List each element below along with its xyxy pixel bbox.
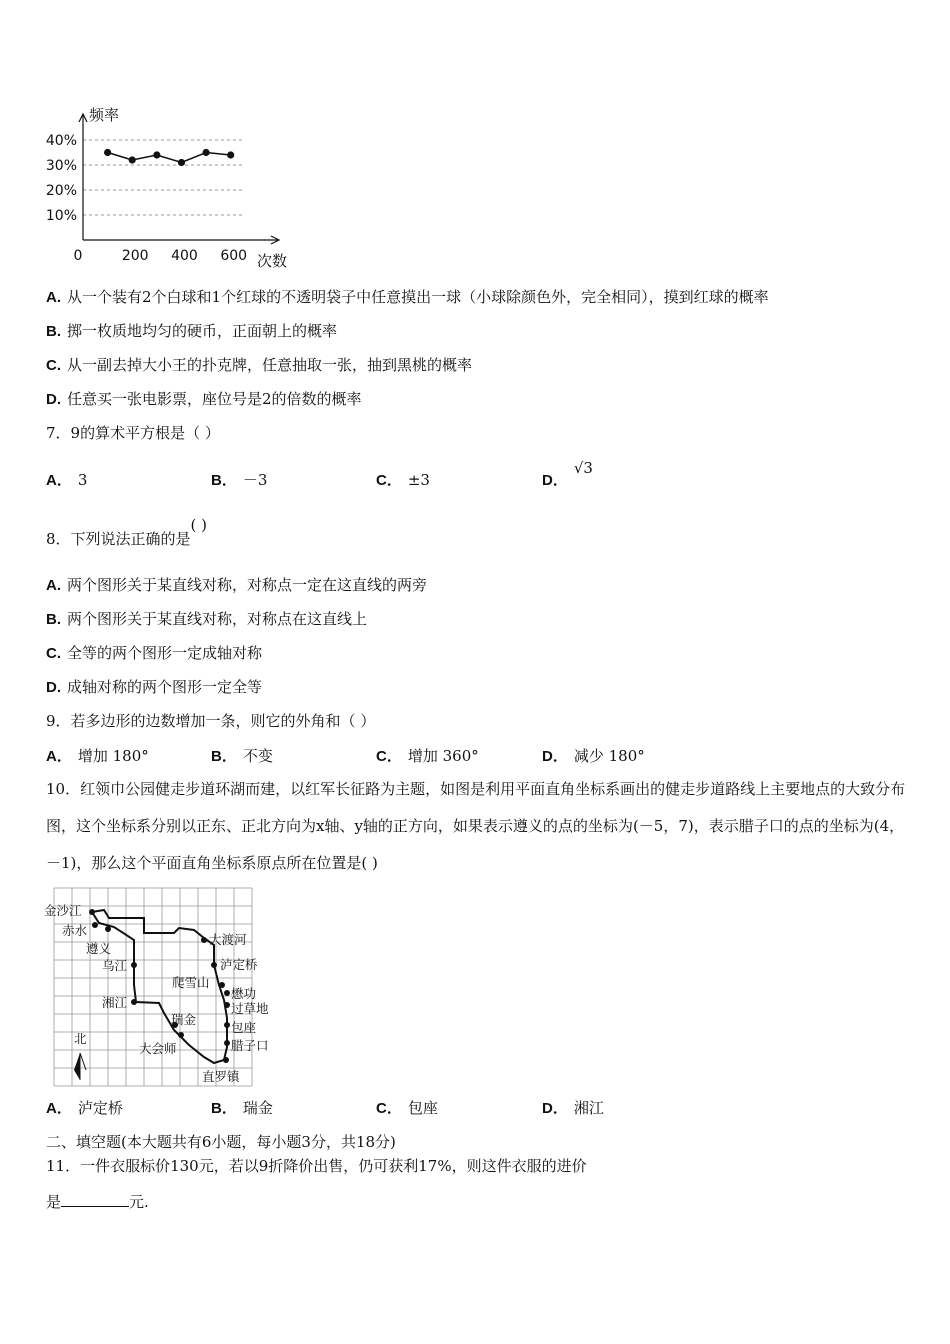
option-text: 不变 bbox=[242, 747, 273, 765]
q10-option-d[interactable] bbox=[542, 1098, 604, 1119]
option-text: 两个图形关于某直线对称，对称点在这直线上 bbox=[67, 610, 368, 628]
option-label: A． bbox=[46, 748, 72, 765]
x-axis-label: 次数 bbox=[257, 252, 288, 270]
map-label-xiangjiang: 湘江 bbox=[102, 995, 128, 1010]
data-point bbox=[153, 151, 160, 158]
map-point-dahuishi bbox=[178, 1032, 184, 1038]
map-label-dahuishi: 大会师 bbox=[139, 1041, 177, 1056]
y-tick-label: 30% bbox=[45, 158, 77, 174]
q9-stem: 9．若多边形的边数增加一条，则它的外角和（ ） bbox=[46, 712, 376, 730]
map-label-guocaodi: 过草地 bbox=[231, 1001, 269, 1016]
option-text: 减少 180° bbox=[573, 747, 645, 765]
data-point bbox=[202, 149, 209, 156]
option-label: B. bbox=[46, 611, 61, 628]
q7-option-b[interactable] bbox=[211, 470, 267, 491]
map-point-zunyi bbox=[105, 926, 111, 932]
q10-option-b[interactable] bbox=[211, 1098, 273, 1119]
y-tick-label: 20% bbox=[45, 183, 77, 199]
data-point bbox=[129, 156, 136, 163]
map-point-dadu bbox=[201, 937, 207, 943]
q8-option-b[interactable] bbox=[46, 609, 367, 630]
map-label-baozuo: 包座 bbox=[231, 1020, 257, 1035]
map-point-wujiang bbox=[131, 962, 137, 968]
option-label: C. bbox=[46, 645, 61, 662]
y-tick-label: 10% bbox=[45, 208, 77, 224]
option-text: 湘江 bbox=[573, 1099, 604, 1117]
map-label-ruijin: 瑞金 bbox=[171, 1012, 197, 1027]
map-label-luding: 泸定桥 bbox=[220, 957, 258, 972]
option-label: A. bbox=[46, 289, 61, 306]
option-text: 泸定桥 bbox=[77, 1099, 123, 1117]
q10-option-a[interactable] bbox=[46, 1098, 123, 1119]
option-text: 全等的两个图形一定成轴对称 bbox=[67, 644, 263, 662]
map-point-luding bbox=[211, 962, 217, 968]
option-label: D. bbox=[46, 679, 61, 696]
q11-prefix: 是 bbox=[46, 1193, 62, 1211]
x-tick-label: 400 bbox=[171, 248, 198, 264]
option-label: C． bbox=[376, 472, 402, 489]
y-tick-label: 40% bbox=[45, 133, 77, 149]
q9-option-c[interactable] bbox=[376, 746, 479, 767]
q7-stem: 7．9的算术平方根是（ ） bbox=[46, 424, 220, 442]
q7-option-a[interactable] bbox=[46, 470, 87, 491]
y-axis-label: 频率 bbox=[89, 106, 120, 124]
frequency-line-chart bbox=[40, 105, 288, 270]
q8-option-c[interactable] bbox=[46, 643, 262, 664]
option-label: B． bbox=[211, 748, 237, 765]
map-label-lazikou: 腊子口 bbox=[231, 1038, 269, 1053]
option-label: B． bbox=[211, 1100, 237, 1117]
north-arrow-icon bbox=[74, 1053, 86, 1080]
map-point-maogong bbox=[224, 990, 230, 996]
q8-answer-paren: ( ) bbox=[190, 516, 208, 534]
map-point-xiangjiang bbox=[131, 999, 137, 1005]
map-point-zhiluozhen bbox=[223, 1057, 229, 1063]
map-label-north: 北 bbox=[74, 1031, 87, 1046]
q10-text: 10．红领巾公园健走步道环湖而建，以红军长征路为主题，如图是利用平面直角坐标系画出的健走步道路线上主要地点的大致分布图，这个坐标系分别以正东、正北方向为x轴、y轴的正方向，如果表示遵义的点的坐标为(－5，7)，表示腊子口的点的坐标为(4，－1)，那么这个平面直角坐标系原点所在位置是( ) bbox=[46, 780, 906, 872]
map-point-lazikou bbox=[224, 1040, 230, 1046]
data-point bbox=[104, 149, 111, 156]
map-label-zhiluozhen: 直罗镇 bbox=[202, 1069, 240, 1084]
option-text: 成轴对称的两个图形一定全等 bbox=[67, 678, 263, 696]
q8-stem-text: 8．下列说法正确的是 bbox=[46, 530, 191, 548]
x-tick-label: 200 bbox=[121, 248, 149, 264]
map-point-paxueshan bbox=[219, 982, 225, 988]
option-label: B. bbox=[46, 323, 61, 340]
map-point-jinshajiang bbox=[89, 909, 95, 915]
option-text: 3 bbox=[77, 471, 88, 489]
data-point bbox=[178, 159, 185, 166]
option-label: A． bbox=[46, 472, 72, 489]
option-label: D． bbox=[542, 748, 568, 765]
map-point-guocaodi bbox=[224, 1002, 230, 1008]
q8-stem bbox=[46, 516, 208, 549]
q7-option-c[interactable] bbox=[376, 470, 430, 491]
long-march-route-map bbox=[44, 885, 279, 1085]
q7-option-d[interactable] bbox=[542, 459, 593, 491]
option-text: 包座 bbox=[407, 1099, 438, 1117]
q11-line2 bbox=[46, 1192, 149, 1212]
map-label-zunyi: 遵义 bbox=[86, 941, 112, 956]
map-label-chishui: 赤水 bbox=[62, 923, 88, 938]
option-label: C. bbox=[46, 357, 61, 374]
q9-option-a[interactable] bbox=[46, 746, 149, 767]
q11-answer-blank[interactable] bbox=[61, 1192, 129, 1207]
option-text: 两个图形关于某直线对称，对称点一定在这直线的两旁 bbox=[67, 576, 428, 594]
data-point bbox=[227, 151, 234, 158]
option-label: D. bbox=[46, 391, 61, 408]
map-label-jinshajiang: 金沙江 bbox=[44, 903, 82, 918]
option-label: B． bbox=[211, 472, 237, 489]
option-label: D． bbox=[542, 472, 568, 489]
series-line bbox=[108, 153, 231, 163]
option-text: √3 bbox=[573, 459, 593, 477]
map-label-paxueshan: 爬雪山 bbox=[172, 975, 210, 990]
option-text: 增加 180° bbox=[77, 747, 149, 765]
q6-option-c[interactable] bbox=[46, 355, 472, 376]
x-tick-label: 600 bbox=[220, 248, 248, 264]
map-label-maogong: 懋功 bbox=[231, 986, 257, 1001]
q9-option-d[interactable] bbox=[542, 746, 645, 767]
option-text: 瑞金 bbox=[242, 1099, 273, 1117]
q11-suffix: 元. bbox=[129, 1193, 149, 1211]
q9-option-b[interactable] bbox=[211, 746, 273, 767]
x-tick-label: 0 bbox=[73, 248, 83, 264]
option-label: C． bbox=[376, 748, 402, 765]
option-text: 增加 360° bbox=[407, 747, 479, 765]
map-point-chishui bbox=[92, 922, 98, 928]
option-text: 任意买一张电影票，座位号是2的倍数的概率 bbox=[67, 390, 362, 408]
map-point-baozuo bbox=[224, 1022, 230, 1028]
q8-option-a[interactable] bbox=[46, 575, 427, 596]
q8-option-d[interactable] bbox=[46, 677, 262, 698]
q11-line1: 11．一件衣服标价130元，若以9折降价出售，仍可获利17%，则这件衣服的进价 bbox=[46, 1157, 587, 1175]
option-label: C． bbox=[376, 1100, 402, 1117]
section-heading: 二、填空题(本大题共有6小题，每小题3分，共18分) bbox=[46, 1133, 396, 1151]
option-text: 掷一枚质地均匀的硬币，正面朝上的概率 bbox=[67, 322, 338, 340]
option-label: D． bbox=[542, 1100, 568, 1117]
option-text: －3 bbox=[242, 471, 268, 489]
option-label: A. bbox=[46, 577, 61, 594]
map-label-dadu: 大渡河 bbox=[209, 932, 247, 947]
option-label: A． bbox=[46, 1100, 72, 1117]
option-text: 从一副去掉大小王的扑克牌，任意抽取一张，抽到黑桃的概率 bbox=[67, 356, 473, 374]
q6-option-b[interactable] bbox=[46, 321, 337, 342]
q6-option-d[interactable] bbox=[46, 389, 362, 410]
q10-option-c[interactable] bbox=[376, 1098, 438, 1119]
q6-option-a[interactable] bbox=[46, 287, 769, 308]
option-text: ±3 bbox=[407, 471, 430, 489]
option-text: 从一个装有2个白球和1个红球的不透明袋子中任意摸出一球（小球除颜色外，完全相同），摸到红球的概率 bbox=[67, 288, 769, 306]
map-label-wujiang: 乌江 bbox=[102, 958, 128, 973]
